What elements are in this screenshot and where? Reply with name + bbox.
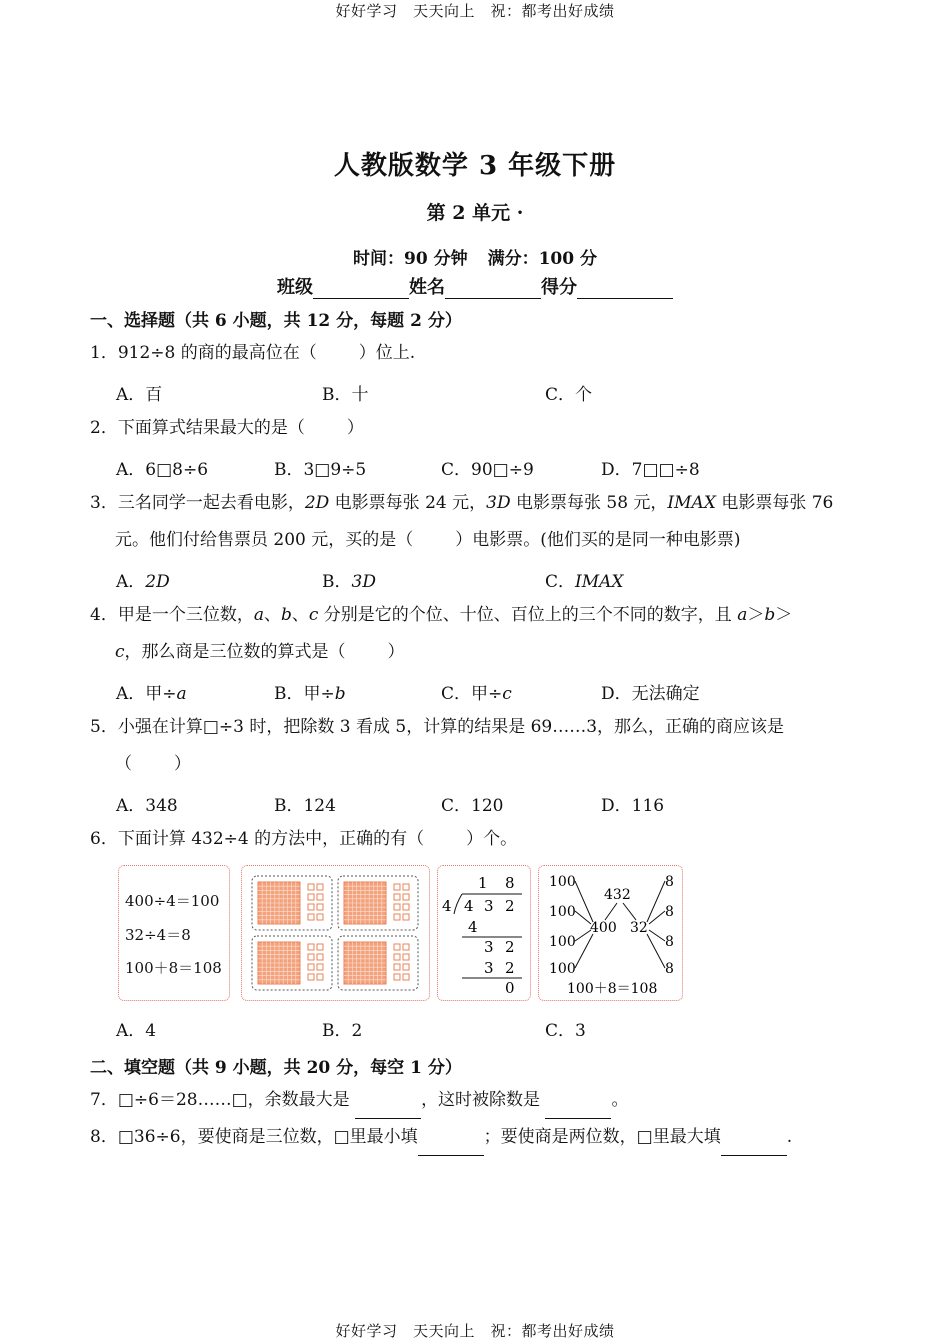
unit-cube (308, 974, 314, 980)
dividend-digit: 2 (505, 897, 515, 915)
quotient-digit: 1 (478, 874, 488, 892)
unit-cube (394, 944, 400, 950)
option-value: c (502, 684, 512, 704)
var-b: b (280, 605, 292, 625)
question-text: 。 (611, 1090, 629, 1110)
option-c[interactable]: C．3 (545, 1021, 586, 1041)
question-text: □36÷6，要使商是三位数，□里最小填 (117, 1127, 418, 1147)
quotient-digit: 8 (505, 874, 515, 892)
unit-cube (308, 944, 314, 950)
question-text: 电影票每张 24 元， (329, 493, 487, 513)
unit-cube (308, 914, 314, 920)
var-a: a (253, 605, 264, 625)
question-text: □÷6＝28……□，余数最大是 (117, 1090, 356, 1110)
class-label: 班级 (277, 277, 313, 298)
subtraction-step: 4 (468, 918, 478, 936)
option-a[interactable]: A．6□8÷6 (116, 460, 209, 480)
question-3 (90, 485, 870, 559)
question-text: 电影票每张 58 元， (510, 493, 668, 513)
method-4-figure (538, 865, 683, 1001)
option-label: A． (116, 572, 146, 592)
final-remainder: 0 (505, 979, 515, 997)
var-b: b (764, 605, 776, 625)
page-footer: 好好学习 天天向上 祝：都考出好成绩 (335, 1322, 615, 1340)
option-b[interactable]: B．2 (322, 1021, 363, 1041)
question-5 (90, 709, 870, 783)
part-value: 8 (665, 904, 674, 920)
question-line (90, 746, 870, 783)
question-text: 小强在计算□÷3 时，把除数 3 看成 5，计算的结果是 69……3，那么，正确的商应该是 (117, 717, 785, 737)
term-2d: 2D (304, 493, 330, 513)
unit-cube (394, 914, 400, 920)
unit-cube (403, 884, 409, 890)
question-line (90, 709, 870, 746)
option-label: D．无法确定 (601, 684, 700, 704)
question-text: ）个。 (466, 829, 518, 849)
method-1-figure (118, 865, 230, 1001)
question-line (90, 597, 870, 634)
part-value: 100 (549, 934, 576, 950)
answer-blank[interactable] (721, 1137, 787, 1156)
question-line (90, 485, 870, 522)
unit-cube (317, 954, 323, 960)
question-text: 下面算式结果最大的是（ (117, 418, 305, 438)
unit-cube (308, 954, 314, 960)
question-text: ） (346, 418, 364, 438)
separator: 、 (291, 605, 309, 625)
unit-cube (394, 964, 400, 970)
method-3-figure (437, 865, 531, 1001)
section-fill-heading: 二、填空题（共 9 小题，共 20 分，每空 1 分） (90, 1058, 462, 1078)
option-d[interactable]: D．7□□÷8 (601, 460, 700, 480)
question-number: 5． (90, 717, 118, 737)
part-value: 100 (549, 961, 576, 977)
option-c[interactable] (545, 567, 624, 592)
unit-cube (403, 894, 409, 900)
unit-cube (317, 894, 323, 900)
question-text: 电影票每张 76 (715, 493, 834, 513)
separator: 、 (263, 605, 281, 625)
question-number: 4． (90, 605, 118, 625)
option-a[interactable]: A．4 (116, 1021, 157, 1041)
option-value: 3D (351, 572, 376, 592)
var-c: c (308, 605, 319, 625)
unit-cube (317, 944, 323, 950)
unit-cube (394, 904, 400, 910)
split-diagram-graphic (539, 866, 682, 1000)
unit-cube (403, 904, 409, 910)
unit-cube (394, 894, 400, 900)
question-number: 6． (90, 829, 118, 849)
student-info (0, 273, 950, 299)
var-c: c (115, 642, 125, 662)
time-label: 时间：90 分钟 (353, 249, 468, 269)
name-label: 姓名 (409, 277, 445, 298)
term-3d: 3D (486, 493, 511, 513)
score-blank[interactable] (577, 278, 673, 299)
unit-cube (317, 914, 323, 920)
remainder-digit: 3 (484, 938, 494, 956)
unit-cube (403, 914, 409, 920)
question-text: 元。他们付给售票员 200 元，买的是（ (115, 530, 414, 550)
unit-cube (403, 974, 409, 980)
unit-cube (403, 964, 409, 970)
operator: ＞ (775, 605, 793, 625)
unit-title: 第 2 单元 · (426, 202, 524, 224)
question-text: ） (174, 754, 191, 774)
unit-cube (317, 964, 323, 970)
option-value: b (334, 684, 346, 704)
option-value: 2D (145, 572, 170, 592)
split-value: 400 (590, 920, 617, 936)
option-label: B． (322, 572, 352, 592)
section-choice-heading: 一、选择题（共 6 小题，共 12 分，每题 2 分） (90, 311, 462, 331)
long-division-graphic (438, 866, 530, 1000)
dividend-digit: 4 (464, 897, 474, 915)
question-text: 912÷8 的商的最高位在（ (117, 343, 317, 363)
question-text: （ (115, 754, 132, 774)
option-value: IMAX (575, 572, 624, 592)
subtraction-step: 2 (505, 959, 515, 977)
question-text: ；要使商是两位数，□里最大填 (483, 1127, 721, 1147)
exam-meta (0, 244, 950, 269)
question-6 (90, 821, 870, 858)
question-1 (90, 335, 870, 372)
question-number: 7． (90, 1090, 118, 1110)
option-b[interactable]: B．124 (274, 796, 336, 816)
option-a[interactable]: A．348 (116, 796, 178, 816)
question-line (90, 634, 870, 671)
name-blank[interactable] (445, 278, 541, 299)
split-value: 32 (630, 920, 648, 936)
page-header: 好好学习 天天向上 祝：都考出好成绩 (335, 2, 615, 20)
option-b[interactable]: B．十 (322, 385, 369, 405)
term-imax: IMAX (667, 493, 716, 513)
option-b[interactable] (274, 679, 346, 704)
option-c[interactable]: C．90□÷9 (441, 460, 534, 480)
option-label: C． (545, 572, 576, 592)
answer-blank[interactable] (545, 1100, 611, 1119)
option-value: a (176, 684, 187, 704)
score-total-label: 满分：100 分 (487, 249, 597, 269)
total-value: 432 (604, 887, 631, 903)
option-a[interactable] (116, 567, 170, 592)
method-1-step: 400÷4＝100 (125, 892, 220, 910)
unit-cube (308, 884, 314, 890)
unit-cube (308, 964, 314, 970)
question-text: 下面计算 432÷4 的方法中，正确的有（ (117, 829, 425, 849)
question-text: ，那么商是三位数的算式是（ (124, 642, 346, 662)
method-2-figure (241, 865, 430, 1001)
question-7 (90, 1082, 870, 1119)
question-text: ）电影票。(他们买的是同一种电影票) (455, 530, 741, 550)
unit-cube (317, 904, 323, 910)
question-number: 8． (90, 1127, 118, 1147)
question-number: 2． (90, 418, 118, 438)
question-line (90, 522, 870, 559)
unit-cube (403, 944, 409, 950)
question-8 (90, 1119, 880, 1156)
subtraction-step: 3 (484, 959, 494, 977)
page-title: 人教版数学 3 年级下册 (333, 151, 617, 181)
part-value: 8 (665, 961, 674, 977)
unit-cube (308, 894, 314, 900)
var-a: a (737, 605, 748, 625)
option-b[interactable] (322, 567, 376, 592)
question-text: 分别是它的个位、十位、百位上的三个不同的数字，且 (318, 605, 738, 625)
remainder-digit: 2 (505, 938, 515, 956)
unit-cube (394, 954, 400, 960)
unit-cube (394, 884, 400, 890)
method-1-step: 32÷4＝8 (125, 926, 191, 944)
question-text: 三名同学一起去看电影， (117, 493, 305, 513)
option-c[interactable] (441, 679, 512, 704)
option-a[interactable]: A．百 (116, 385, 163, 405)
option-c[interactable]: C．个 (545, 385, 593, 405)
dividend-digit: 3 (484, 897, 494, 915)
unit-cube (317, 884, 323, 890)
option-label: A．甲÷ (116, 684, 177, 704)
answer-blank[interactable] (418, 1137, 484, 1156)
option-d[interactable]: D．116 (601, 796, 665, 816)
option-label: C．甲÷ (441, 684, 503, 704)
part-value: 8 (665, 874, 674, 890)
question-text: ）位上. (358, 343, 416, 363)
divisor: 4 (442, 897, 452, 915)
question-2 (90, 410, 870, 447)
option-a[interactable] (116, 679, 187, 704)
operator: ＞ (747, 605, 765, 625)
question-number: 1． (90, 343, 118, 363)
option-b[interactable]: B．3□9÷5 (274, 460, 367, 480)
method-1-step: 100＋8＝108 (125, 959, 222, 977)
class-blank[interactable] (313, 278, 409, 299)
part-value: 100 (549, 874, 576, 890)
part-value: 8 (665, 934, 674, 950)
option-label: B．甲÷ (274, 684, 335, 704)
unit-cube (317, 974, 323, 980)
option-c[interactable]: C．120 (441, 796, 504, 816)
question-text: . (786, 1127, 793, 1147)
question-number: 3． (90, 493, 118, 513)
division-bracket (454, 894, 462, 914)
score-label: 得分 (541, 277, 577, 298)
sum-equation: 100＋8＝108 (567, 981, 658, 997)
question-text: ，这时被除数是 (421, 1090, 546, 1110)
unit-cube (308, 904, 314, 910)
unit-cube (394, 974, 400, 980)
question-text: 甲是一个三位数， (117, 605, 254, 625)
question-4 (90, 597, 870, 671)
unit-cube (403, 954, 409, 960)
part-value: 100 (549, 904, 576, 920)
place-value-blocks-graphic (242, 866, 429, 1000)
option-d[interactable] (601, 679, 700, 704)
question-text: ） (387, 642, 405, 662)
answer-blank[interactable] (355, 1100, 421, 1119)
